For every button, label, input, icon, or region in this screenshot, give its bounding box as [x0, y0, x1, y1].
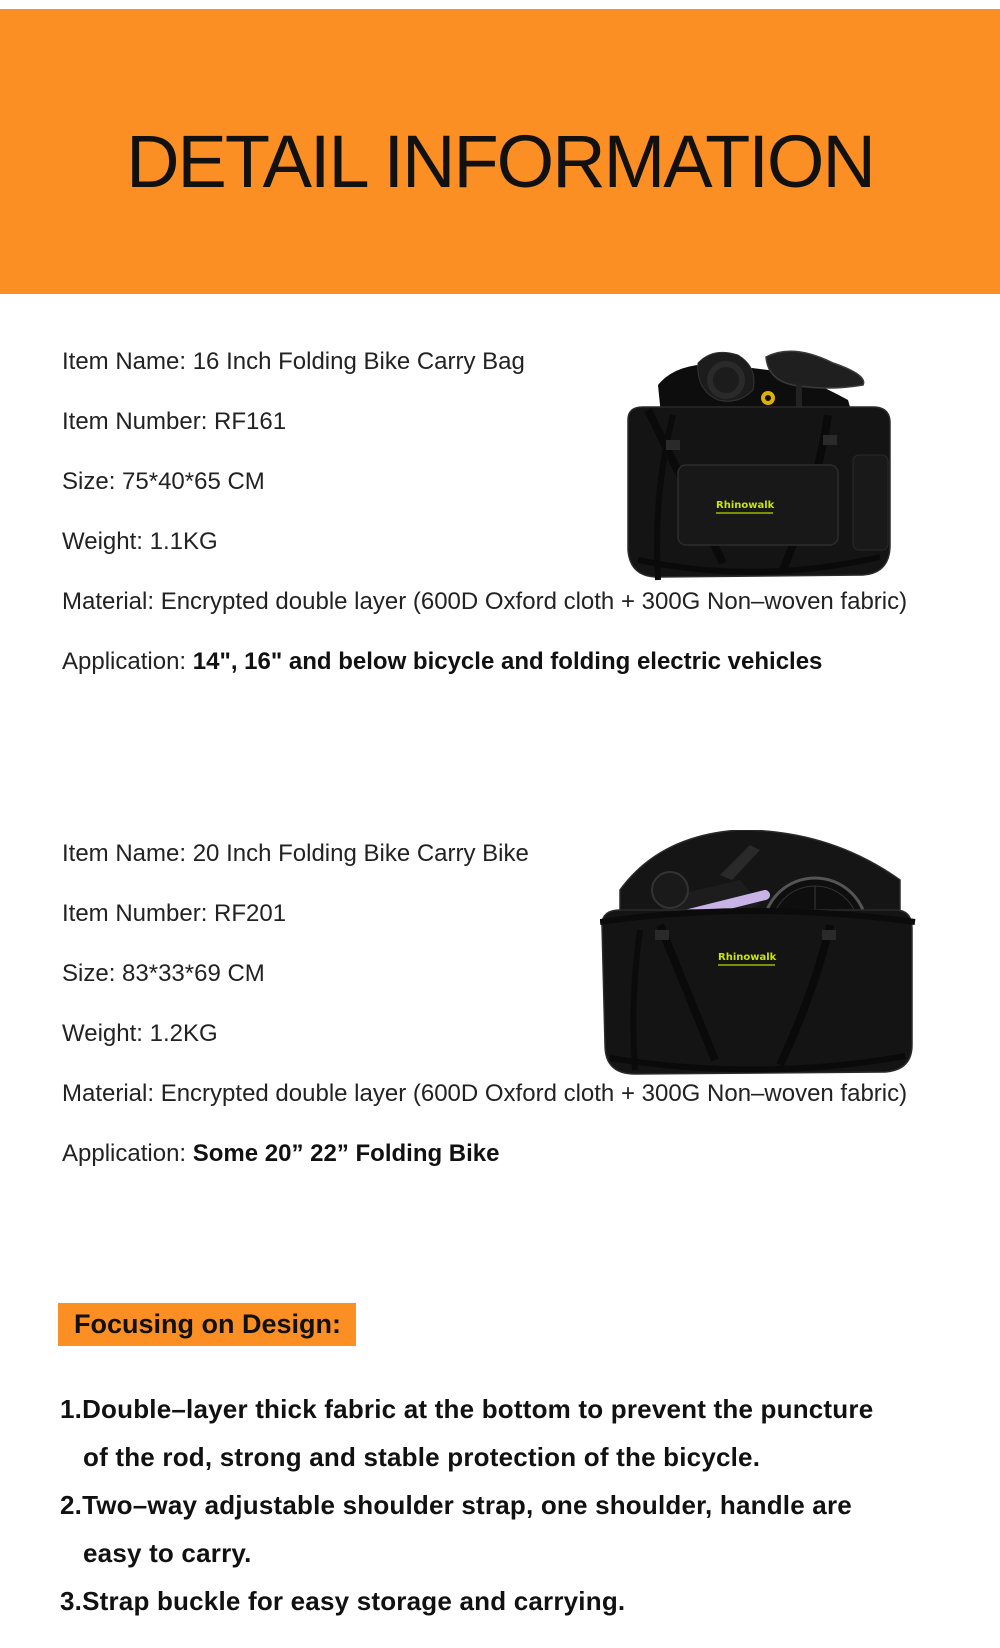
application-value: Some 20” 22” Folding Bike	[192, 1140, 500, 1167]
material-value: Encrypted double layer (600D Oxford cloth + 300G Non–woven fabric)	[160, 588, 908, 615]
item-name-label: Item Name:	[62, 348, 193, 375]
feature-text-continued: easy to carry.	[83, 1538, 252, 1568]
item-name-value: 16 Inch Folding Bike Carry Bag	[192, 348, 525, 375]
item-number-row	[62, 408, 286, 436]
feature-item-1	[60, 1385, 960, 1481]
item-name-row	[62, 840, 529, 868]
size-row	[62, 960, 265, 988]
feature-text-continued: of the rod, strong and stable protection of the bicycle.	[83, 1442, 761, 1472]
item-number-label: Item Number:	[62, 900, 215, 927]
item-number-label: Item Number:	[62, 408, 215, 435]
item-name-row	[62, 348, 525, 376]
size-label: Size:	[62, 960, 123, 987]
bag-image-rf161	[618, 345, 904, 590]
weight-label: Weight:	[62, 528, 150, 555]
material-label: Material:	[62, 1080, 161, 1107]
feature-text: 1.Double–layer thick fabric at the bottom to prevent the puncture	[60, 1394, 874, 1424]
material-row	[62, 588, 907, 616]
feature-item-2	[60, 1481, 960, 1577]
application-row	[62, 648, 822, 676]
item-number-value: RF161	[214, 408, 287, 435]
item-number-value: RF201	[214, 900, 287, 927]
brand-logo: Rhinowalk	[716, 500, 775, 511]
item-number-row	[62, 900, 286, 928]
application-label: Application:	[62, 1140, 193, 1167]
item-name-value: 20 Inch Folding Bike Carry Bike	[192, 840, 529, 867]
weight-row	[62, 1020, 218, 1048]
weight-label: Weight:	[62, 1020, 150, 1047]
feature-item-3	[60, 1577, 960, 1625]
size-row	[62, 468, 265, 496]
application-row	[62, 1140, 500, 1168]
item-name-label: Item Name:	[62, 840, 193, 867]
size-value: 83*33*69 CM	[122, 960, 265, 987]
page-title: DETAIL INFORMATION	[126, 120, 874, 203]
size-value: 75*40*65 CM	[122, 468, 265, 495]
size-label: Size:	[62, 468, 123, 495]
weight-value: 1.1KG	[149, 528, 218, 555]
material-row	[62, 1080, 907, 1108]
weight-value: 1.2KG	[149, 1020, 218, 1047]
weight-row	[62, 528, 218, 556]
application-label: Application:	[62, 648, 193, 675]
material-label: Material:	[62, 588, 161, 615]
feature-text: 2.Two–way adjustable shoulder strap, one shoulder, handle are	[60, 1490, 852, 1520]
design-section-label: Focusing on Design:	[58, 1303, 356, 1346]
application-value: 14", 16" and below bicycle and folding electric vehicles	[192, 648, 823, 675]
material-value: Encrypted double layer (600D Oxford cloth + 300G Non–woven fabric)	[160, 1080, 908, 1107]
feature-text: 3.Strap buckle for easy storage and carrying.	[60, 1586, 626, 1616]
brand-logo: Rhinowalk	[718, 952, 777, 963]
bag-image-rf201	[600, 830, 920, 1080]
header-banner	[0, 9, 1000, 294]
